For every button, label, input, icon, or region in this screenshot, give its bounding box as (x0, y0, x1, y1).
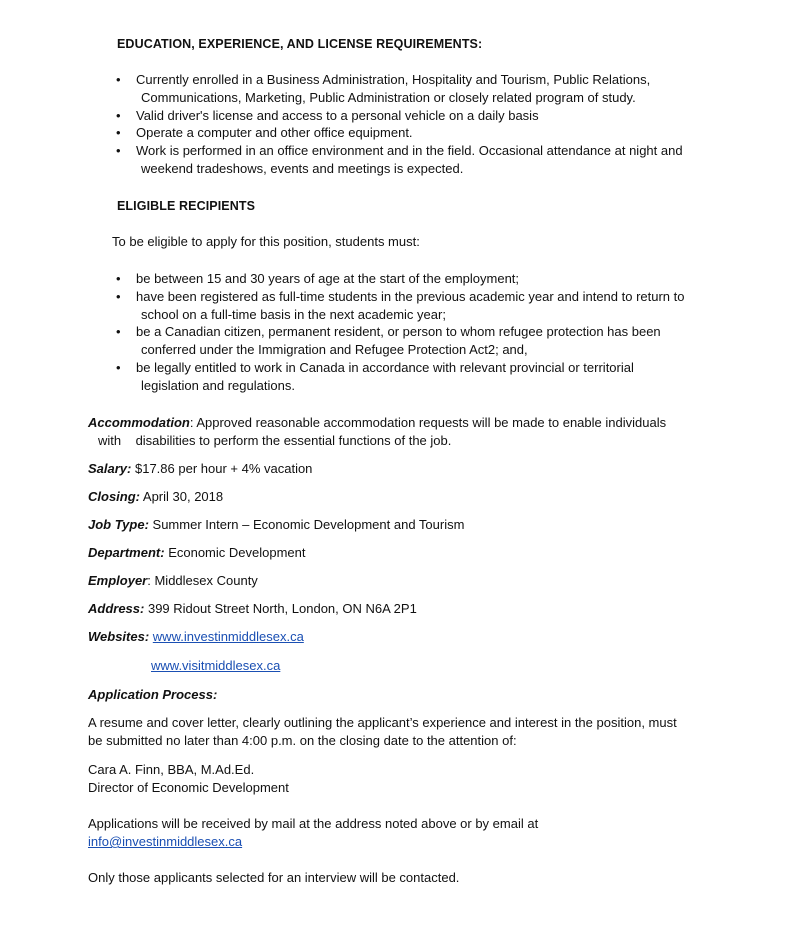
application-heading: Application Process: (88, 687, 218, 702)
closing-value: April 30, 2018 (140, 489, 224, 504)
bullet-icon: • (116, 143, 121, 159)
eligible-intro: To be eligible to apply for this position, students must: (112, 234, 420, 249)
department-value: Economic Development (164, 545, 306, 560)
contact-name: Cara A. Finn, BBA, M.Ad.Ed. (88, 762, 255, 777)
email-link[interactable]: info@investinmiddlesex.ca (88, 834, 243, 849)
accommodation-text: : Approved reasonable accommodation requests will be made to enable individuals (189, 415, 667, 430)
list-item: • Work is performed in an office environment and in the field. Occasional attendance at night and weekend tradeshows, events and meetings is expected. (116, 143, 683, 176)
list-item: • Valid driver's license and access to a personal vehicle on a daily basis (116, 107, 539, 123)
email-line (88, 834, 242, 849)
bullet-icon: • (116, 324, 121, 340)
list-item: • be between 15 and 30 years of age at the start of the employment; (116, 271, 520, 286)
eligible-list (112, 270, 752, 395)
employer-label: Employer (88, 573, 148, 588)
department-line (88, 545, 305, 560)
salary-value: $17.86 per hour + 4% vacation (131, 461, 313, 476)
closing-label: Closing: (88, 489, 140, 504)
accommodation-continued: with disabilities to perform the essential functions of the job. (98, 433, 452, 448)
bullet-icon: • (116, 359, 121, 375)
list-item: • be legally entitled to work in Canada in accordance with relevant provincial or territorial legislation and regulations. (116, 359, 634, 393)
address-label: Address: (88, 601, 145, 616)
accommodation-label: Accommodation (88, 415, 190, 430)
bullet-icon: • (116, 125, 121, 141)
employer-line (88, 573, 258, 588)
list-item: • Operate a computer and other office equipment. (116, 125, 413, 141)
address-line (88, 601, 417, 616)
job-type-label: Job Type: (88, 517, 149, 532)
salary-line (88, 461, 312, 476)
websites-label: Websites: (88, 629, 150, 644)
submission-text: Applications will be received by mail at the address noted above or by email at (88, 816, 539, 831)
list-item: • Currently enrolled in a Business Administration, Hospitality and Tourism, Public Relations, Communications, Marketing, Public Administration or closely related program of study. (116, 72, 651, 105)
websites-line-2 (151, 658, 280, 673)
list-item: • have been registered as full-time students in the previous academic year and intend to return to school on a full-time basis in the next academic year; (116, 288, 685, 322)
salary-label: Salary: (88, 461, 132, 476)
application-para-line-2: be submitted no later than 4:00 p.m. on the closing date to the attention of: (88, 733, 517, 748)
requirements-heading: EDUCATION, EXPERIENCE, AND LICENSE REQUIREMENTS: (117, 37, 483, 51)
application-para-line-1: A resume and cover letter, clearly outlining the applicant’s experience and interest in the position, must (88, 715, 677, 730)
bullet-icon: • (116, 72, 121, 87)
closing-line (88, 489, 223, 504)
website-link-invest[interactable]: www.investinmiddlesex.ca (152, 629, 304, 644)
bullet-icon: • (116, 288, 121, 304)
department-label: Department: (88, 545, 165, 560)
job-type-line (88, 517, 464, 532)
websites-line (88, 629, 304, 644)
eligible-heading: ELIGIBLE RECIPIENTS (117, 199, 256, 213)
address-value: 399 Ridout Street North, London, ON N6A 2P1 (144, 601, 417, 616)
employer-value: : Middlesex County (147, 573, 258, 588)
website-link-visit[interactable]: www.visitmiddlesex.ca (151, 658, 281, 673)
job-type-value: Summer Intern – Economic Development and Tourism (148, 517, 465, 532)
requirements-list (112, 71, 752, 178)
closing-note: Only those applicants selected for an interview will be contacted. (88, 870, 460, 885)
list-item: • be a Canadian citizen, permanent resident, or person to whom refugee protection has been conferred under the Immigration and Refugee Protection Act2; and, (116, 324, 661, 358)
bullet-icon: • (116, 107, 121, 123)
accommodation-line (88, 415, 666, 430)
contact-title: Director of Economic Development (88, 780, 289, 795)
bullet-icon: • (116, 271, 121, 286)
